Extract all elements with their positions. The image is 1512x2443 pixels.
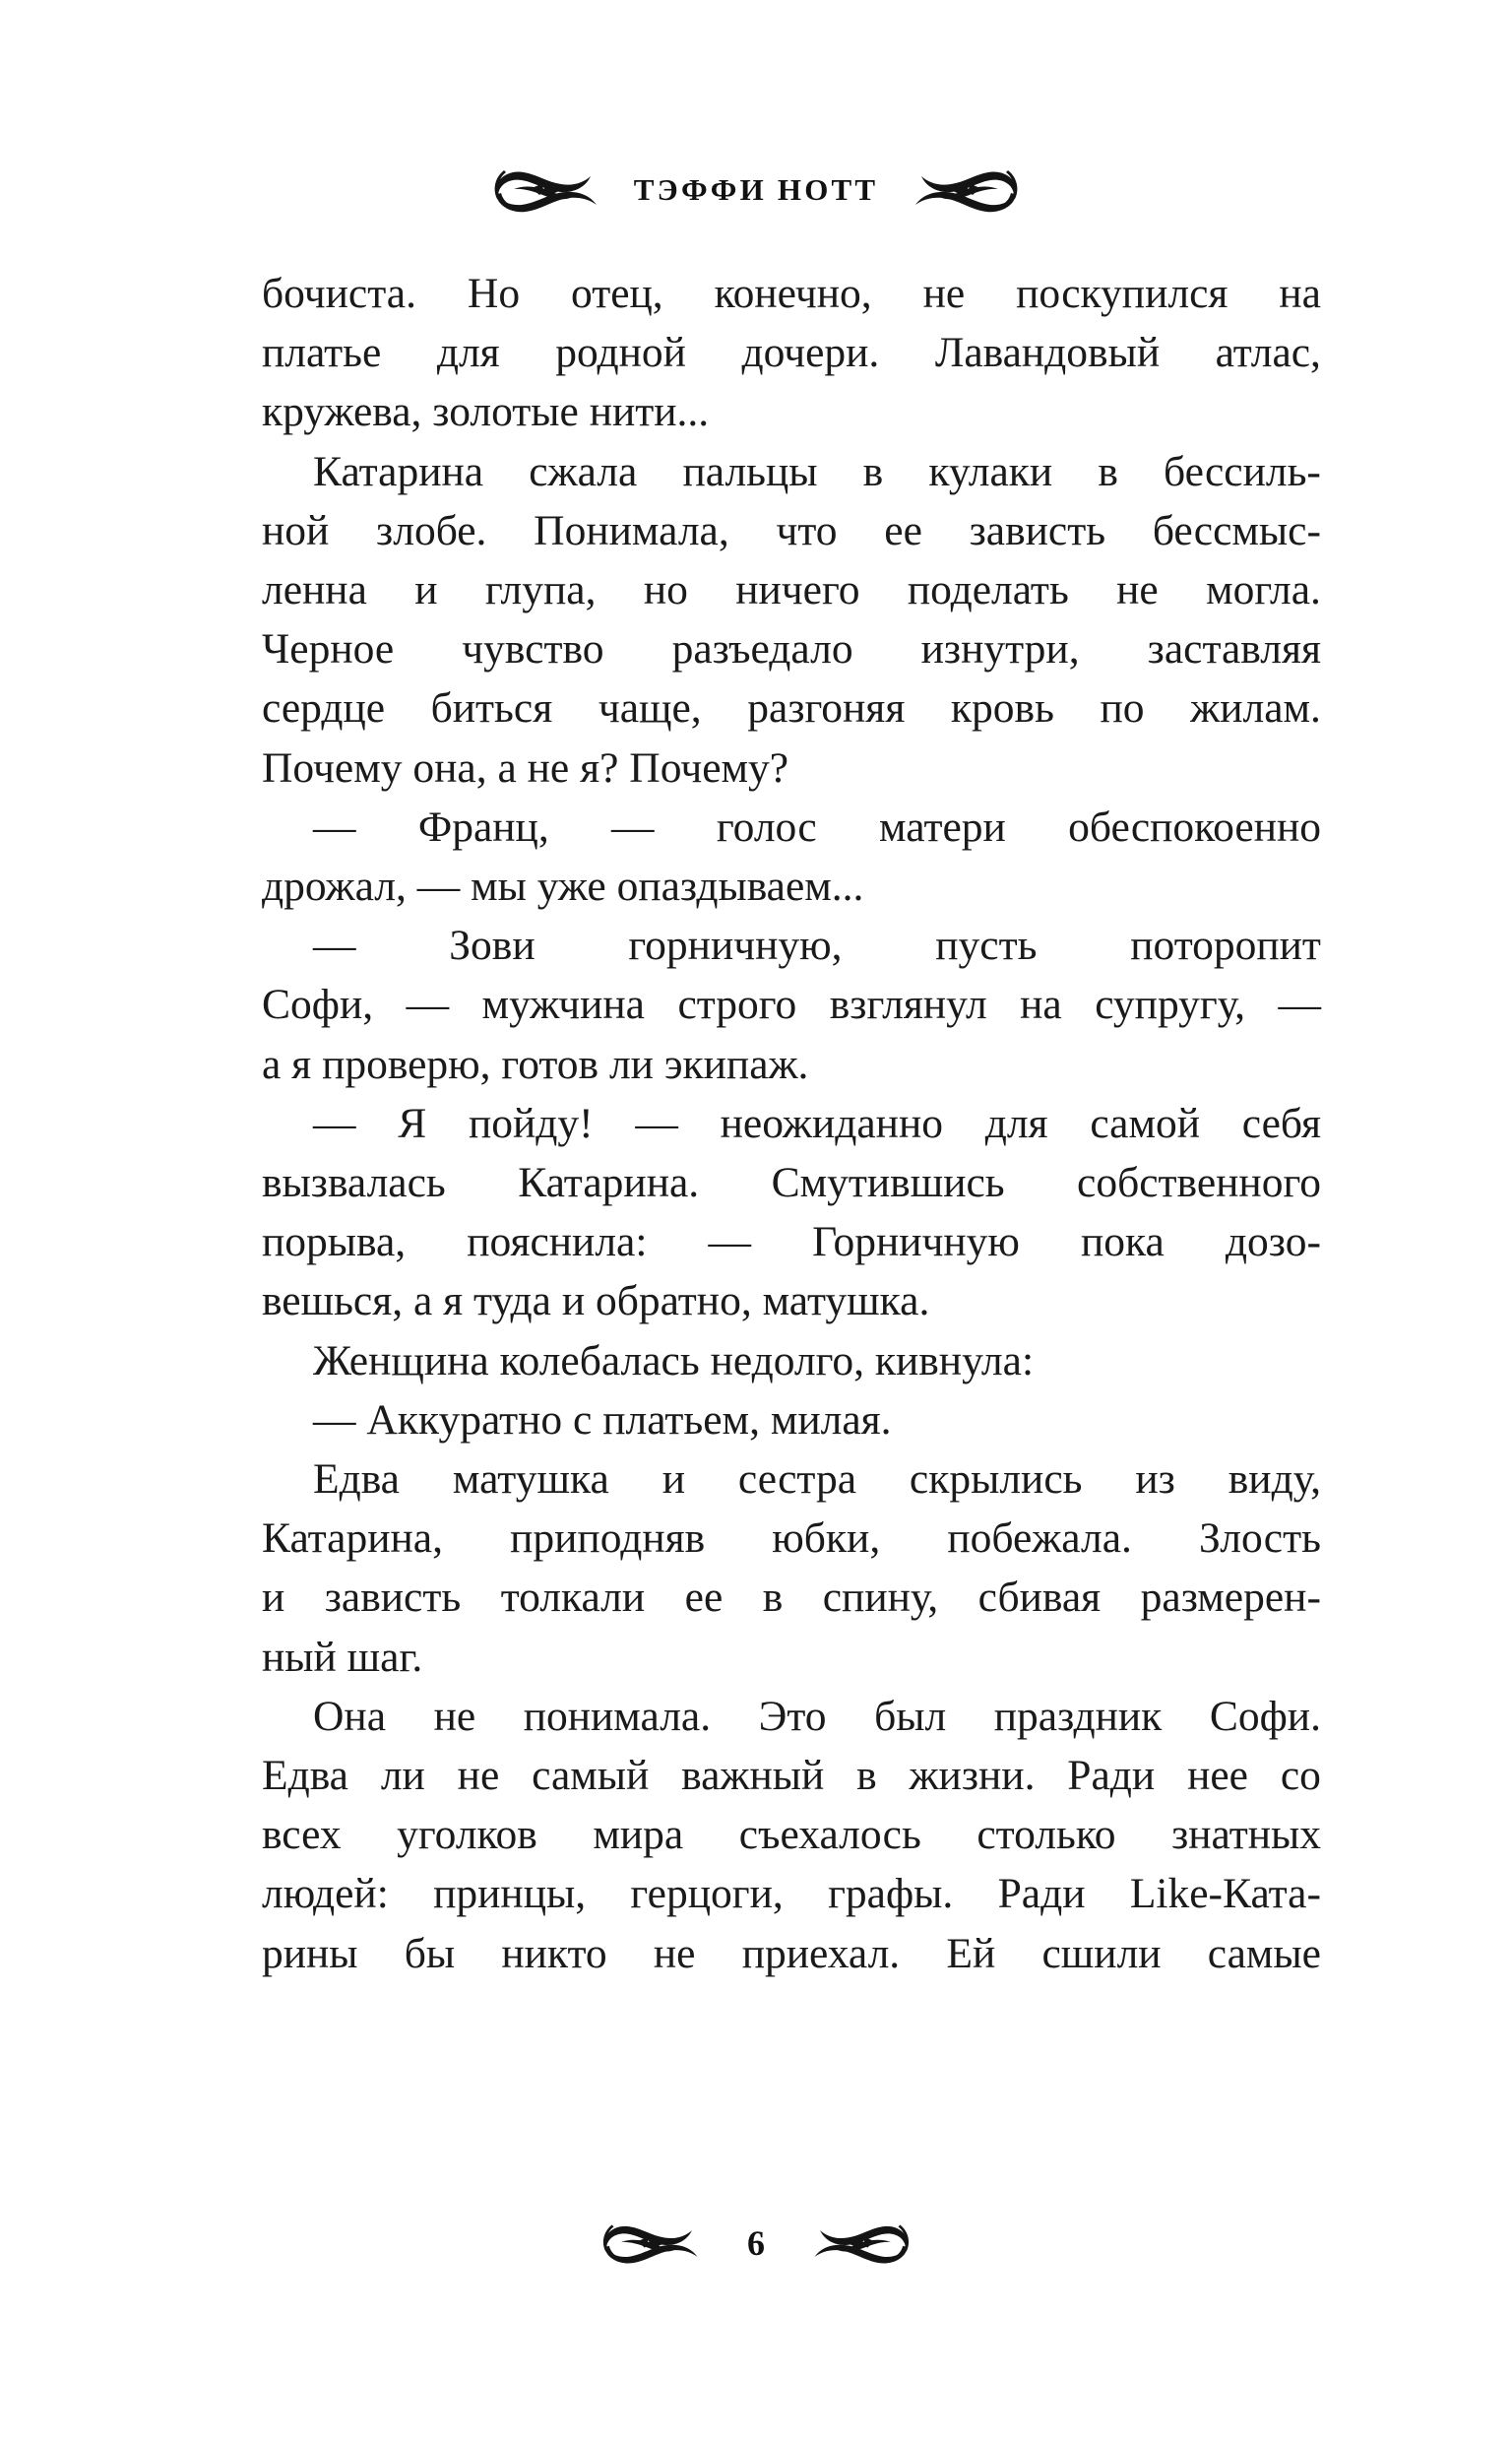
paragraph [262, 1331, 1321, 1390]
word: бессмыс- [1152, 506, 1321, 554]
text-line: кружева, золотые нити... [262, 388, 710, 436]
word: не [922, 270, 966, 317]
word: обеспокоенно [1068, 803, 1321, 851]
word: побежала. [947, 1514, 1132, 1563]
text-line [262, 678, 1321, 738]
word: могла. [1206, 566, 1321, 614]
word: — [313, 922, 356, 970]
text-line [262, 442, 1321, 501]
word: сшили [1041, 1929, 1162, 1977]
word: зависть [969, 506, 1106, 554]
text-line [262, 1746, 1321, 1805]
word: отец, [571, 270, 663, 317]
word: Я [398, 1099, 427, 1147]
word: супругу, [1095, 981, 1246, 1029]
word: Софи. [1209, 1692, 1321, 1740]
page-footer [0, 2204, 1512, 2282]
text-line: Почему она, а не я? Почему? [262, 743, 789, 792]
text-line: Женщина колебалась недолго, кивнула: [313, 1336, 1035, 1384]
word: нее [1187, 1752, 1248, 1800]
word: ли [380, 1752, 425, 1800]
text-line [262, 1568, 1321, 1627]
word: пусть [935, 922, 1038, 970]
word: жизни. [909, 1752, 1036, 1800]
word: для [984, 1099, 1048, 1147]
word: изнутри, [920, 625, 1080, 674]
word: столько [976, 1811, 1116, 1859]
word: Лавандовый [934, 329, 1161, 377]
word: ничего [735, 566, 860, 614]
word: мира [593, 1811, 684, 1859]
word: ной [262, 506, 330, 554]
page-number: 6 [747, 2223, 765, 2263]
word: знатных [1171, 1811, 1321, 1859]
word: никто [501, 1929, 607, 1977]
word: горничную, [628, 922, 843, 970]
paragraph [262, 1449, 1321, 1687]
word: ее [884, 506, 922, 554]
text-line [262, 1805, 1321, 1864]
word: принцы, [433, 1870, 587, 1918]
word: сестра [737, 1455, 857, 1504]
word: заставляя [1147, 625, 1321, 674]
word: но [643, 566, 688, 614]
word: Софи, [262, 981, 374, 1029]
word: для [436, 329, 500, 377]
word: пальцы [682, 447, 818, 495]
text-line [262, 619, 1321, 678]
word: виду, [1228, 1455, 1321, 1504]
flourish-ornament-icon [802, 2219, 913, 2267]
word: скрылись [909, 1455, 1083, 1504]
word: бессиль- [1164, 447, 1321, 495]
word: разъедало [671, 625, 853, 674]
word: Катарина [313, 447, 484, 495]
word: зависть [324, 1574, 462, 1622]
word: поскупился [1016, 270, 1228, 317]
text-line [262, 1924, 1321, 1983]
word: биться [430, 684, 553, 733]
word: Ради [1067, 1752, 1156, 1800]
word: глупа, [484, 566, 597, 614]
word: пока [1081, 1218, 1165, 1266]
word: в [762, 1574, 784, 1622]
running-head [0, 156, 1512, 225]
text-line [262, 1153, 1321, 1212]
word: Ей [946, 1929, 996, 1977]
paragraph [262, 798, 1321, 916]
word: на [1279, 270, 1321, 317]
word: спину, [822, 1574, 939, 1622]
word: бы [404, 1929, 456, 1977]
word: Едва [313, 1455, 400, 1504]
paragraph [262, 264, 1321, 442]
word: ленна [262, 566, 367, 614]
word: не [457, 1752, 500, 1800]
word: графы. [828, 1870, 954, 1918]
word: Катарина, [262, 1514, 443, 1563]
word: что [776, 506, 838, 554]
word: из [1135, 1455, 1175, 1504]
text-line [262, 975, 1321, 1034]
word: всех [262, 1811, 342, 1859]
paragraph [262, 1094, 1321, 1331]
word: важный [681, 1752, 825, 1800]
flourish-ornament-icon [492, 164, 608, 216]
word: себя [1241, 1099, 1321, 1147]
text-line: ный шаг. [262, 1633, 423, 1681]
word: злобе. [376, 506, 487, 554]
word: по [1100, 684, 1145, 733]
text-line [262, 798, 1321, 857]
word: жилам. [1190, 684, 1321, 733]
word: — [1278, 981, 1321, 1029]
word: матери [879, 803, 1006, 851]
word: дочери. [741, 329, 880, 377]
word: сжала [529, 447, 638, 495]
text-line [262, 501, 1321, 560]
word: в [862, 447, 884, 495]
word: толкали [500, 1574, 646, 1622]
word: и [662, 1455, 685, 1504]
text-line: — Аккуратно с платьем, милая. [313, 1395, 892, 1444]
word: Зови [449, 922, 536, 970]
text-line [262, 1449, 1321, 1509]
text-line [262, 1212, 1321, 1271]
word: Горничную [812, 1218, 1020, 1266]
flourish-ornament-icon [599, 2219, 710, 2267]
word: праздник [993, 1692, 1163, 1740]
word: кулаки [928, 447, 1053, 495]
text-line: а я проверю, готов ли экипаж. [262, 1040, 809, 1088]
word: уголков [397, 1811, 537, 1859]
word: Но [467, 270, 521, 317]
word: герцоги, [630, 1870, 784, 1918]
text-line [262, 560, 1321, 619]
word: неожиданно [720, 1099, 943, 1147]
word: размерен- [1140, 1574, 1321, 1622]
word: сердце [262, 684, 386, 733]
word: не [1116, 566, 1159, 614]
word: строго [677, 981, 797, 1029]
word: не [653, 1929, 696, 1977]
paragraph [262, 442, 1321, 798]
word: собственного [1077, 1159, 1321, 1207]
word: чаще, [598, 684, 702, 733]
word: Понимала, [534, 506, 729, 554]
word: юбки, [772, 1514, 881, 1563]
running-head-title: ТЭФФИ НОТТ [633, 172, 879, 207]
word: понимала. [523, 1692, 712, 1740]
word: съехалось [738, 1811, 921, 1859]
text-line [262, 323, 1321, 382]
word: Смутившись [771, 1159, 1005, 1207]
text-line [262, 1509, 1321, 1568]
word: Катарина. [518, 1159, 700, 1207]
word: Like-Ката- [1129, 1870, 1321, 1918]
word: атлас, [1215, 329, 1321, 377]
word: конечно, [714, 270, 872, 317]
word: матушка [452, 1455, 609, 1504]
word: кровь [950, 684, 1054, 733]
word: поделать [907, 566, 1069, 614]
word: поторопит [1130, 922, 1321, 970]
word: — [635, 1099, 678, 1147]
word: самый [532, 1752, 650, 1800]
word: пояснила: [467, 1218, 648, 1266]
word: на [1020, 981, 1062, 1029]
word: был [874, 1692, 947, 1740]
word: разгоняя [747, 684, 906, 733]
text-line [262, 916, 1321, 975]
word: Это [758, 1692, 827, 1740]
word: дозо- [1225, 1218, 1321, 1266]
word: мужчина [481, 981, 645, 1029]
word: вызвалась [262, 1159, 446, 1207]
text-line [262, 1687, 1321, 1746]
word: не [433, 1692, 476, 1740]
word: родной [555, 329, 686, 377]
word: — [708, 1218, 752, 1266]
word: со [1280, 1752, 1321, 1800]
text-line [262, 264, 1321, 323]
word: — [313, 1099, 356, 1147]
word: и [262, 1574, 285, 1622]
word: Ради [997, 1870, 1086, 1918]
body-text [262, 264, 1321, 1983]
word: сбивая [977, 1574, 1102, 1622]
word: самой [1090, 1099, 1201, 1147]
word: Злость [1199, 1514, 1321, 1563]
flourish-ornament-icon [904, 164, 1020, 216]
word: взглянул [829, 981, 987, 1029]
word: самые [1207, 1929, 1321, 1977]
paragraph [262, 1687, 1321, 1983]
text-line: дрожал, — мы уже опаздываем... [262, 863, 864, 911]
word: бочиста. [262, 270, 416, 317]
text-line [262, 1094, 1321, 1153]
word: ее [684, 1574, 724, 1622]
word: Она [313, 1692, 387, 1740]
word: и [414, 566, 438, 614]
word: — [611, 803, 655, 851]
word: приподняв [510, 1514, 706, 1563]
word: людей: [262, 1870, 389, 1918]
word: Черное [262, 625, 395, 674]
word: чувство [462, 625, 604, 674]
text-line [262, 1864, 1321, 1923]
word: порыва, [262, 1218, 407, 1266]
word: Едва [262, 1752, 348, 1800]
word: Франц, [417, 803, 549, 851]
word: платье [262, 329, 382, 377]
word: — [406, 981, 450, 1029]
paragraph [262, 1390, 1321, 1449]
word: пойду! [468, 1099, 594, 1147]
paragraph [262, 916, 1321, 1094]
word: — [313, 803, 356, 851]
word: голос [716, 803, 817, 851]
text-line: вешься, а я туда и обратно, матушка. [262, 1277, 930, 1325]
word: в [856, 1752, 877, 1800]
word: рины [262, 1929, 358, 1977]
word: в [1098, 447, 1118, 495]
word: приехал. [741, 1929, 901, 1977]
